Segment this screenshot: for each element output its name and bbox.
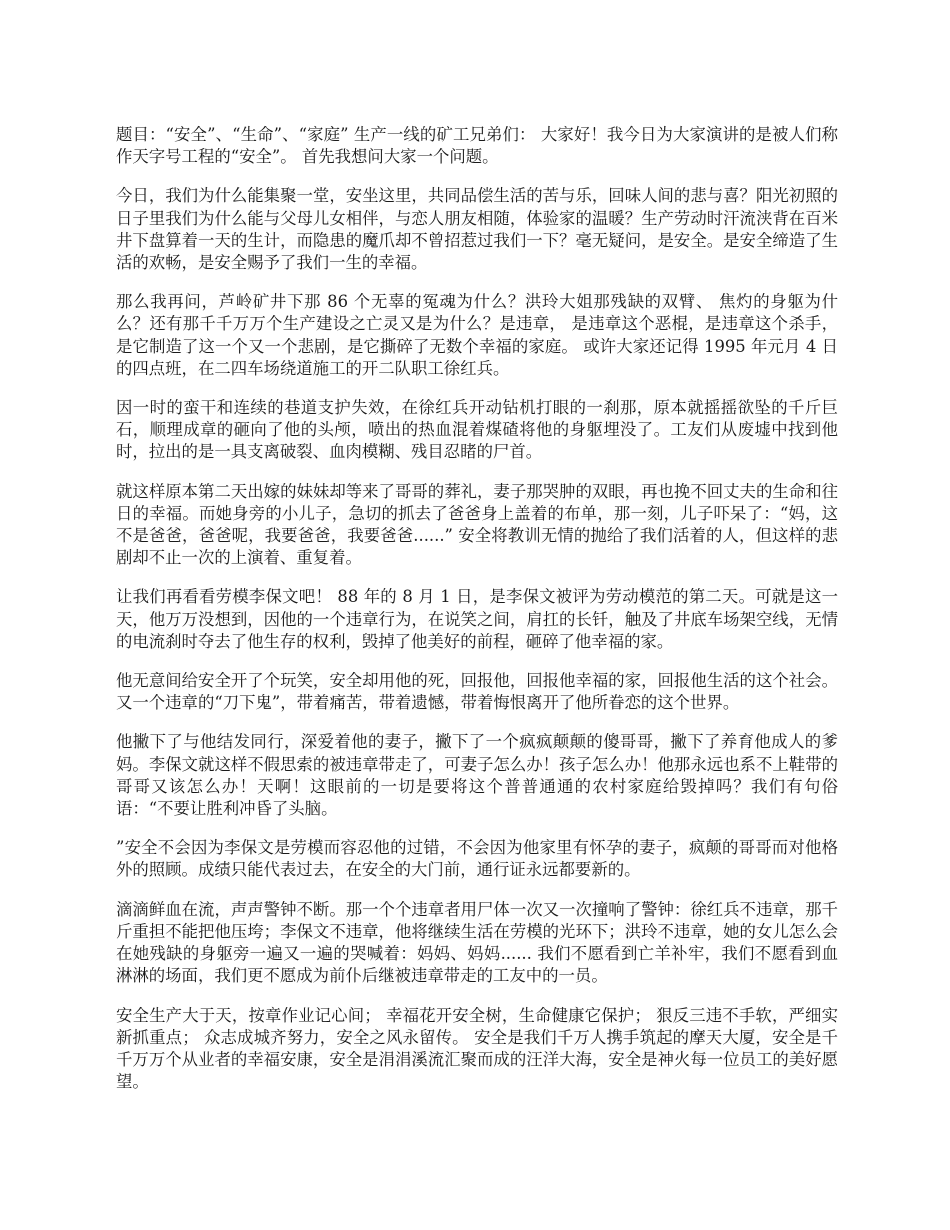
paragraph: 今日，我们为什么能集聚一堂，安坐这里，共同品偿生活的苦与乐，回味人间的悲与喜？阳光初照的日子里我们为什么能与父母儿女相伴，与恋人朋友相随，体验家的温暖？生产劳动时汗流浃背在百米井下盘算着一天的生计，而隐患的魔爪却不曾招惹过我们一下？毫无疑问，是安全。是安全缔造了生活的欢畅，是安全赐予了我们一生的幸福。	[116, 186, 838, 273]
document-page	[116, 124, 838, 1110]
paragraph: 安全生产大于天，按章作业记心间； 幸福花开安全树，生命健康它保护； 狠反三违不手软，严细实新抓重点； 众志成城齐努力，安全之风永留传。 安全是我们千万人携手筑起的摩天大厦，安全是千千万万个从业者的幸福安康，安全是涓涓溪流汇聚而成的汪洋大海，安全是神火每一位员工的美好愿望。	[116, 1005, 838, 1092]
paragraph: ”安全不会因为李保文是劳模而容忍他的过错，不会因为他家里有怀孕的妻子，疯颠的哥哥而对他格外的照顾。成绩只能代表过去，在安全的大门前，通行证永远都要新的。	[116, 838, 838, 880]
paragraph: 就这样原本第二天出嫁的妹妹却等来了哥哥的葬礼，妻子那哭肿的双眼，再也挽不回丈夫的生命和往日的幸福。而她身旁的小儿子，急切的抓去了爸爸身上盖着的布单，那一刻，儿子吓呆了：“妈，这不是爸爸，爸爸呢，我要爸爸，我要爸爸......” 安全将教训无情的抛给了我们活着的人，但这样的悲剧却不止一次的上演着、重复着。	[116, 481, 838, 568]
paragraph: 滴滴鲜血在流，声声警钟不断。那一个个违章者用尸体一次又一次撞响了警钟：徐红兵不违章，那千斤重担不能把他压垮；李保文不违章，他将继续生活在劳模的光环下；洪玲不违章，她的女儿怎么会在她残缺的身躯旁一遍又一遍的哭喊着：妈妈、妈妈...... 我们不愿看到亡羊补牢，我们不愿看到血淋淋的场面，我们更不愿成为前仆后继被违章带走的工友中的一员。	[116, 899, 838, 986]
paragraph: 那么我再问，芦岭矿井下那 86 个无辜的冤魂为什么？洪玲大姐那残缺的双臂、 焦灼的身躯为什么？还有那千千万万个生产建设之亡灵又是为什么？是违章， 是违章这个恶棍，是违章这个杀手，是它制造了这一个又一个悲剧，是它撕碎了无数个幸福的家庭。 或许大家还记得 1995 年元月 4 日的四点班，在二四车场绕道施工的开二队职工徐红兵。	[116, 292, 838, 378]
paragraph-title: 题目：“安全”、“生命”、“家庭” 生产一线的矿工兄弟们： 大家好！我今日为大家演讲的是被人们称作天字号工程的“安全”。 首先我想问大家一个问题。	[116, 125, 838, 167]
paragraph: 他撇下了与他结发同行，深爱着他的妻子，撇下了一个疯疯颠颠的傻哥哥，撇下了养育他成人的爹妈。李保文就这样不假思索的被违章带走了，可妻子怎么办！孩子怎么办！他那永远也系不上鞋带的哥哥又该怎么办！天啊！这眼前的一切是要将这个普普通通的农村家庭给毁掉吗？我们有句俗语：“不要让胜利冲昏了头脑。	[116, 732, 838, 819]
paragraph: 让我们再看看劳模李保文吧！ 88 年的 8 月 1 日，是李保文被评为劳动模范的第二天。可就是这一天，他万万没想到，因他的一个违章行为，在说笑之间，肩扛的长钎，触及了井底车场架空线，无情的电流刹时夺去了他生存的权利，毁掉了他美好的前程，砸碎了他幸福的家。	[116, 587, 838, 651]
paragraph: 因一时的蛮干和连续的巷道支护失效，在徐红兵开动钻机打眼的一刹那，原本就摇摇欲坠的千斤巨石，顺理成章的砸向了他的头颅，喷出的热血混着煤碴将他的身躯埋没了。工友们从废墟中找到他时，拉出的是一具支离破裂、血肉模糊、残目忍睹的尸首。	[116, 398, 838, 462]
paragraph: 他无意间给安全开了个玩笑，安全却用他的死，回报他，回报他幸福的家，回报他生活的这个社会。又一个违章的“刀下鬼”，带着痛苦，带着遗憾，带着悔恨离开了他所眷恋的这个世界。	[116, 671, 838, 713]
